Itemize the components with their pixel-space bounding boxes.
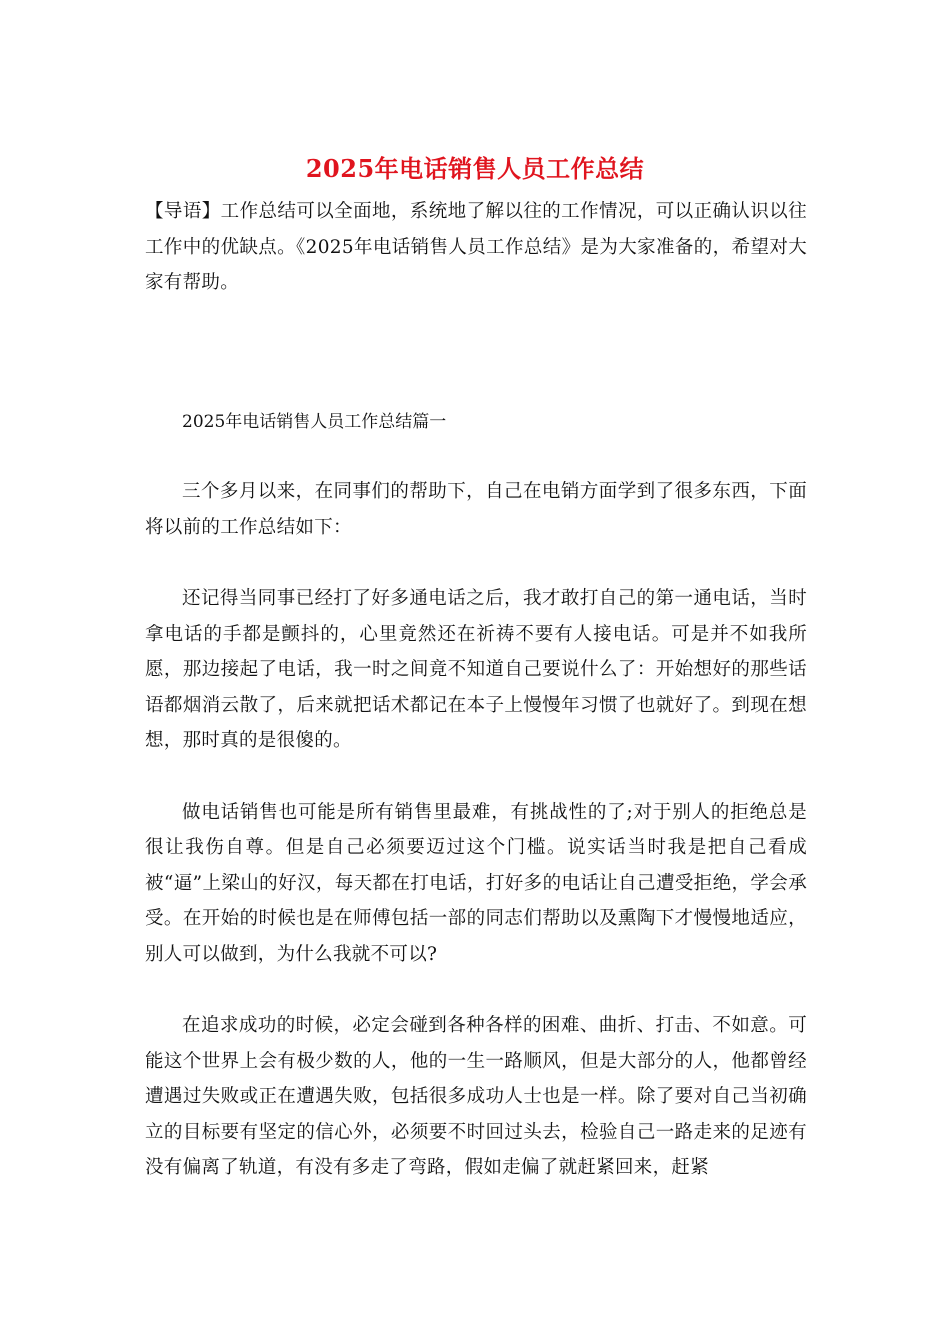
section-title: 2025年电话销售人员工作总结篇一 [182,412,447,432]
intro-paragraph: 【导语】工作总结可以全面地，系统地了解以往的工作情况，可以正确认识以往工作中的优缺点。《2025年电话销售人员工作总结》是为大家准备的，希望对大家有帮助。 [145,201,807,293]
paragraph: 在追求成功的时候，必定会碰到各种各样的困难、曲折、打击、不如意。可能这个世界上会有极少数的人，他的一生一路顺风，但是大部分的人，他都曾经遭遇过失败或正在遭遇失败，包括很多成功人士也是一样。除了要对自己当初确立的目标要有坚定的信心外，必须要不时回过头去，检验自己一路走来的足迹有没有偏离了轨道，有没有多走了弯路，假如走偏了就赶紧回来，赶紧 [145,1015,807,1178]
document-title: 2025年电话销售人员工作总结 [305,154,645,183]
intro-block [145,194,807,301]
body-paragraphs [145,474,807,1222]
paragraph: 还记得当同事已经打了好多通电话之后，我才敢打自己的第一通电话，当时拿电话的手都是颤抖的，心里竟然还在祈祷不要有人接电话。可是并不如我所愿，那边接起了电话，我一时之间竟不知道自己要说什么了：开始想好的那些话语都烟消云散了，后来就把话术都记在本子上慢慢年习惯了也就好了。到现在想想，那时真的是很傻的。 [145,588,807,751]
paragraph: 做电话销售也可能是所有销售里最难，有挑战性的了;对于别人的拒绝总是很让我伤自尊。但是自己必须要迈过这个门槛。说实话当时我是把自己看成被“逼”上梁山的好汉，每天都在打电话，打好多的电话让自己遭受拒绝，学会承受。在开始的时候也是在师傅包括一部的同志们帮助以及熏陶下才慢慢地适应，别人可以做到，为什么我就不可以? [145,801,807,965]
paragraph: 三个多月以来，在同事们的帮助下，自己在电销方面学到了很多东西，下面将以前的工作总结如下： [145,481,807,538]
